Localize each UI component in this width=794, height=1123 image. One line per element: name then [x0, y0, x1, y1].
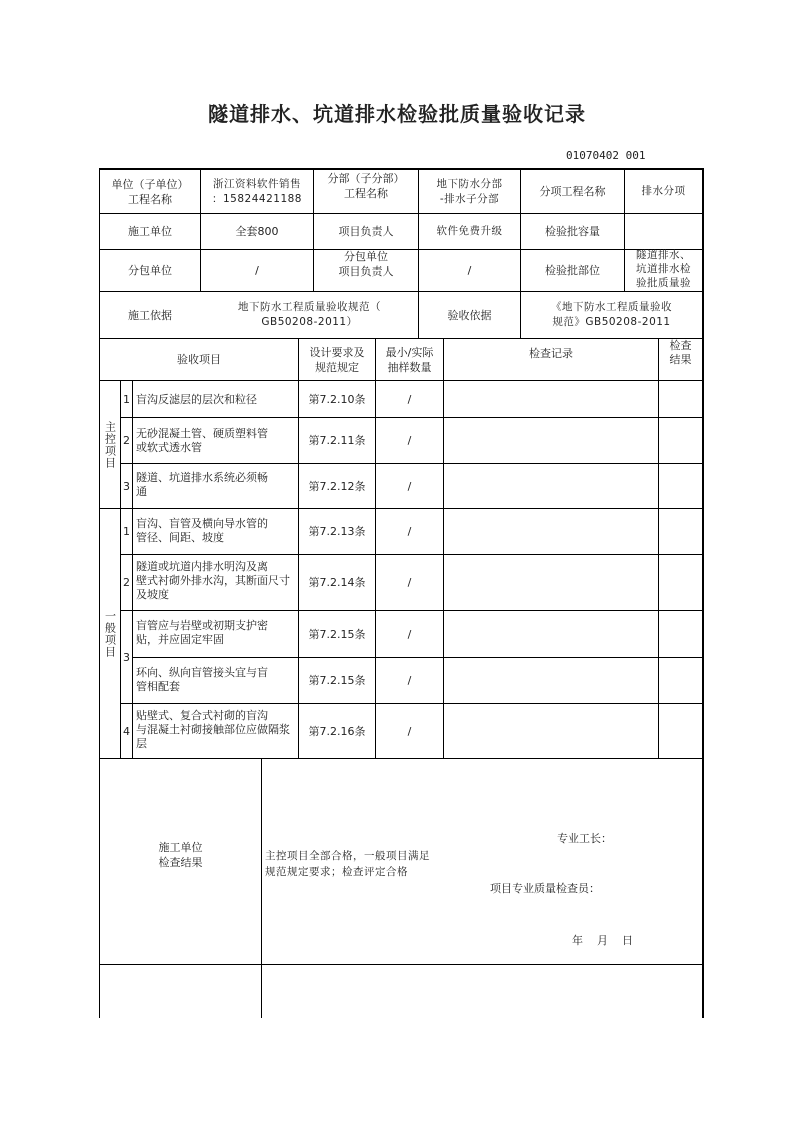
rule	[99, 964, 703, 965]
sub-part-value: 地下防水分部 -排水子分部	[436, 177, 503, 205]
general-item-text: 贴壁式、复合式衬砌的盲沟 与混凝土衬砌接触部位应做隔浆层	[136, 708, 290, 750]
general-item-no: 2	[123, 576, 130, 589]
main-item-spec: 第7.2.11条	[308, 434, 366, 447]
unit-value: 浙江资料软件销售 ：15824421188	[212, 177, 302, 205]
sub-part-label: 分部（子分部） 工程名称	[327, 172, 405, 200]
general-item-spec: 第7.2.14条	[308, 576, 366, 589]
foreman-label: 专业工长：	[557, 832, 612, 845]
general-item-no: 4	[123, 724, 130, 738]
general-item-spec: 第7.2.15条	[308, 674, 366, 687]
column-record: 检查记录	[529, 346, 573, 360]
general-item-text: 盲管应与岩壁或初期支护密 贴，并应固定牢固	[136, 619, 268, 646]
date-label: 年 月 日	[572, 934, 633, 947]
basis-value: 地下防水工程质量验收规范（ GB50208-2011）	[238, 301, 381, 328]
general-item-sample: /	[407, 525, 412, 538]
capacity-value	[625, 214, 702, 249]
rule	[132, 380, 133, 758]
rule	[99, 758, 703, 759]
column-design: 设计要求及 规范规定	[309, 345, 365, 374]
subcontract-label: 分包单位	[128, 264, 172, 277]
sub-pm-value: /	[467, 264, 472, 277]
main-item-spec: 第7.2.10条	[308, 392, 366, 406]
general-item-sample: /	[407, 724, 412, 738]
general-item-text: 隧道或坑道内排水明沟及离 壁式衬砌外排水沟，其断面尺寸及坡度	[136, 560, 290, 601]
general-item-no: 3	[123, 650, 130, 664]
group-main: 主控项目	[103, 420, 117, 469]
column-item: 验收项目	[177, 353, 221, 366]
table-border-right	[702, 168, 704, 1018]
general-item-spec: 第7.2.15条	[308, 627, 366, 641]
check-text: 主控项目全部合格，一般项目满足 规范规定要求；检查评定合格	[265, 850, 430, 878]
general-item-text: 盲沟、盲管及横向导水管的 管径、间距、坡度	[136, 516, 268, 544]
general-item-spec: 第7.2.16条	[308, 724, 366, 738]
accept-basis-value: 《地下防水工程质量验收 规范》GB50208-2011	[551, 301, 672, 328]
page-title: 隧道排水、坑道排水检验批质量验收记录	[208, 102, 586, 126]
group-general: 一般项目	[103, 609, 117, 658]
inspector-label: 项目专业质量检查员：	[490, 882, 600, 895]
constructor-label: 施工单位	[128, 225, 172, 238]
pm-value: 软件免费升级	[436, 225, 503, 237]
general-item-spec: 第7.2.13条	[308, 525, 366, 538]
part-label: 检验批部位	[545, 264, 600, 277]
column-sample: 最小/实际 抽样数量	[385, 345, 434, 374]
rule	[658, 338, 659, 758]
main-item-spec: 第7.2.12条	[308, 479, 366, 493]
main-item-no: 2	[123, 434, 130, 447]
document-code: 01070402 001	[566, 149, 646, 162]
check-label: 施工单位 检查结果	[158, 841, 203, 869]
general-item-sample: /	[407, 674, 412, 687]
item-label: 分项工程名称	[539, 185, 606, 198]
capacity-label: 检验批容量	[545, 225, 600, 238]
general-item-sample: /	[407, 576, 412, 589]
main-item-text: 盲沟反滤层的层次和粒径	[136, 392, 257, 406]
main-item-text: 无砂混凝土管、硬质塑料管 或软式透水管	[136, 426, 268, 454]
item-value: 排水分项	[641, 185, 686, 197]
accept-basis-label: 验收依据	[447, 308, 492, 322]
main-item-text: 隧道、坑道排水系统必须畅 通	[136, 471, 268, 498]
main-item-sample: /	[407, 434, 412, 447]
main-item-sample: /	[407, 479, 412, 493]
rule	[261, 758, 262, 1018]
rule	[443, 338, 444, 758]
constructor-value: 全套800	[235, 225, 279, 238]
column-result: 检查 结果	[669, 339, 692, 366]
general-item-sample: /	[407, 627, 412, 641]
general-item-no: 1	[123, 525, 130, 538]
main-item-no: 3	[123, 479, 130, 493]
main-item-sample: /	[407, 392, 412, 406]
main-item-no: 1	[123, 392, 130, 406]
general-item-text: 环向、纵向盲管接头宜与盲 管相配套	[136, 665, 268, 693]
subcontract-value: /	[255, 264, 259, 277]
part-value: 隧道排水、 坑道排水检 验批质量验	[636, 249, 691, 289]
basis-label: 施工依据	[128, 308, 172, 322]
unit-label: 单位（子单位） 工程名称	[111, 177, 189, 206]
sub-pm-label: 分包单位 项目负责人	[338, 250, 394, 278]
pm-label: 项目负责人	[338, 225, 394, 238]
